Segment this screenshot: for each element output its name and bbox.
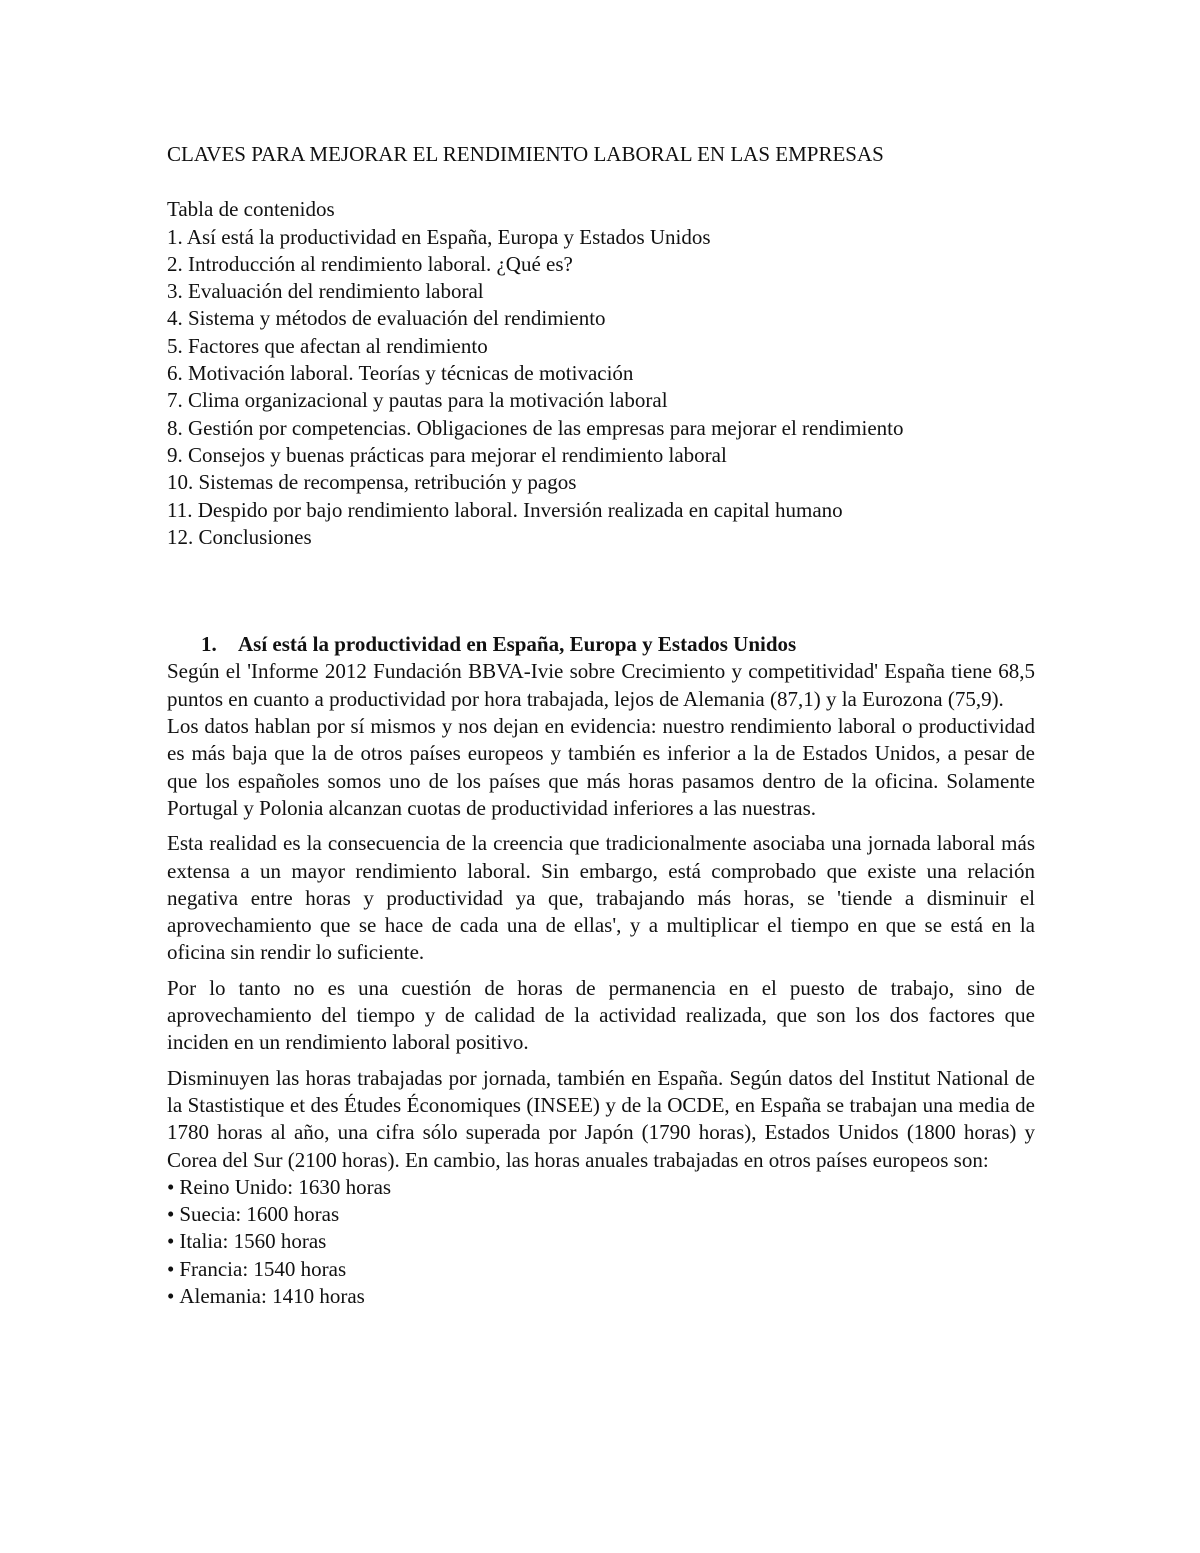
toc-item: 9. Consejos y buenas prácticas para mejorar el rendimiento laboral bbox=[167, 442, 727, 467]
toc-item: 8. Gestión por competencias. Obligaciones de las empresas para mejorar el rendimiento bbox=[167, 415, 904, 440]
paragraph: Esta realidad es la consecuencia de la creencia que tradicionalmente asociaba una jornada laboral más extensa a un mayor rendimiento laboral. Sin embargo, está comprobado que existe una relación negativa entre horas y productividad ya que, trabajando más horas, se 'tiende a disminuir el aprovechamiento que se hace de cada una de ellas', y a multiplicar el tiempo en que se está en la oficina sin rendir lo suficiente. bbox=[167, 831, 1035, 965]
paragraph: Por lo tanto no es una cuestión de horas de permanencia en el puesto de trabajo, sino de aprovechamiento del tiempo y de calidad de la actividad realizada, que son los dos factores que inciden en un rendimiento laboral positivo. bbox=[167, 975, 1035, 1055]
table-of-contents bbox=[167, 224, 1035, 552]
list-item: • Reino Unido: 1630 horas bbox=[167, 1174, 1035, 1201]
section-number: 1. bbox=[201, 632, 217, 657]
list-item: • Suecia: 1600 horas bbox=[167, 1201, 1035, 1228]
toc-item: 10. Sistemas de recompensa, retribución y pagos bbox=[167, 470, 577, 495]
toc-item: 6. Motivación laboral. Teorías y técnicas de motivación bbox=[167, 361, 634, 386]
toc-item: 11. Despido por bajo rendimiento laboral. Inversión realizada en capital humano bbox=[167, 497, 843, 522]
document-title: CLAVES PARA MEJORAR EL RENDIMIENTO LABORAL EN LAS EMPRESAS bbox=[167, 142, 884, 166]
toc-item: 5. Factores que afectan al rendimiento bbox=[167, 333, 488, 358]
toc-heading: Tabla de contenidos bbox=[167, 197, 335, 222]
section-heading bbox=[167, 631, 1035, 658]
hours-list bbox=[167, 1174, 1035, 1310]
paragraph: Según el 'Informe 2012 Fundación BBVA-Ivie sobre Crecimiento y competitividad' España tiene 68,5 puntos en cuanto a productividad por hora trabajada, lejos de Alemania (87,1) y la Eurozona (75,9). bbox=[167, 659, 1035, 711]
paragraph: Disminuyen las horas trabajadas por jornada, también en España. Según datos del Institut National de la Stastistique et des Études Économiques (INSEE) y de la OCDE, en España se trabajan una media de 1780 horas al año, una cifra sólo superada por Japón (1790 horas), Estados Unidos (1800 horas) y Corea del Sur (2100 horas). En cambio, las horas anuales trabajadas en otros países europeos son: bbox=[167, 1065, 1035, 1172]
list-item: • Italia: 1560 horas bbox=[167, 1228, 1035, 1255]
toc-item: 3. Evaluación del rendimiento laboral bbox=[167, 279, 484, 304]
toc-item: 2. Introducción al rendimiento laboral. ¿Qué es? bbox=[167, 251, 573, 276]
section-title: Así está la productividad en España, Europa y Estados Unidos bbox=[238, 632, 797, 657]
paragraph: Los datos hablan por sí mismos y nos dejan en evidencia: nuestro rendimiento laboral o productividad es más baja que la de otros países europeos y también es inferior a la de Estados Unidos, a pesar de que los españoles somos uno de los países que más horas pasamos dentro de la oficina. Solamente Portugal y Polonia alcanzan cuotas de productividad inferiores a las nuestras. bbox=[167, 714, 1035, 820]
document-body bbox=[167, 141, 1035, 1310]
toc-item: 12. Conclusiones bbox=[167, 524, 312, 549]
toc-item: 4. Sistema y métodos de evaluación del rendimiento bbox=[167, 306, 606, 331]
toc-item: 1. Así está la productividad en España, Europa y Estados Unidos bbox=[167, 224, 711, 249]
list-item: • Francia: 1540 horas bbox=[167, 1256, 1035, 1283]
toc-item: 7. Clima organizacional y pautas para la motivación laboral bbox=[167, 388, 668, 413]
list-item: • Alemania: 1410 horas bbox=[167, 1283, 1035, 1310]
